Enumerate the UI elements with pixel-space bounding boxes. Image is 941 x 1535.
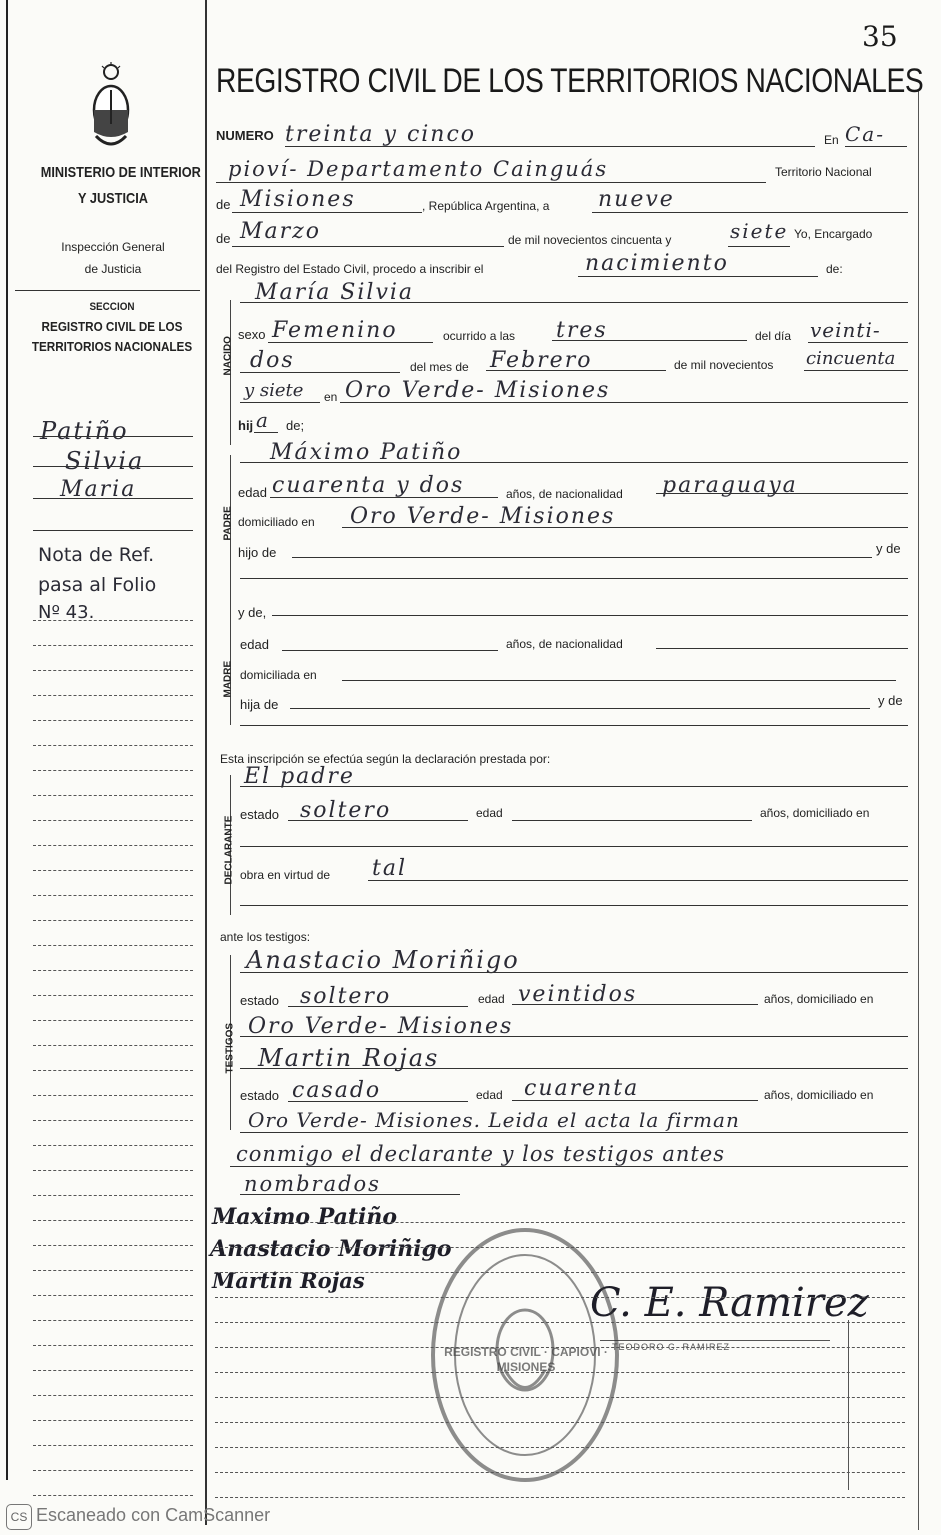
margin-ruled-line	[33, 1145, 193, 1146]
hij-suffix: a	[256, 408, 270, 432]
inspection-line-2: de Justicia	[84, 262, 142, 276]
body-ruled-line	[215, 1397, 905, 1398]
del-dia-label: del día	[755, 329, 792, 343]
body-ruled-line	[215, 1472, 905, 1473]
margin-ruled-line	[33, 1070, 193, 1071]
del-mes-label: del mes de	[410, 360, 469, 374]
republica-label: , República Argentina, a	[422, 199, 550, 213]
madre-side-label: MADRE	[222, 660, 234, 698]
nombre-nacido: María Silvia	[255, 280, 415, 305]
section-line-2: REGISTRO CIVIL DE LOS	[41, 319, 183, 334]
numero-label: NUMERO	[216, 128, 274, 143]
padre-side-label: PADRE	[222, 506, 234, 541]
t1-edad-label: edad	[478, 992, 505, 1006]
body-ruled-line	[215, 1422, 905, 1423]
anio-value-2: y siete	[244, 380, 304, 401]
margin-ruled-line	[33, 820, 193, 821]
margin-ruled-line	[33, 1020, 193, 1021]
domiciliado-label: domiciliado en	[238, 515, 315, 529]
section-line-3: TERRITORIOS NACIONALES	[31, 339, 193, 354]
mes-value: Febrero	[490, 348, 593, 373]
dia-inscripcion: nueve	[598, 187, 675, 212]
sexo-value: Femenino	[272, 318, 398, 343]
margin-ruled-line	[33, 1270, 193, 1271]
de-colon-label: de:	[826, 262, 843, 276]
margin-ruled-line	[33, 1370, 193, 1371]
en-label: En	[824, 133, 839, 147]
y-de-label-3: y de	[878, 693, 903, 708]
territorio-label: Territorio Nacional	[775, 165, 872, 179]
numero-value: treinta y cinco	[285, 122, 477, 147]
testigo-2-edad: cuarenta	[524, 1076, 640, 1101]
body-ruled-line	[215, 1272, 905, 1273]
margin-ruled-line	[33, 995, 193, 996]
margin-ruled-line	[33, 645, 193, 646]
margin-ruled-line	[33, 720, 193, 721]
stamp-text: REGISTRO CIVIL · CAPIOVI · MISIONES	[444, 1345, 608, 1374]
anos-dom-label: años, domiciliado en	[760, 806, 870, 820]
en-label-2: en	[324, 390, 338, 404]
margin-name-2: Silvia	[65, 447, 145, 475]
testigo-1-estado: soltero	[300, 984, 392, 1009]
margin-note-3: Nº 43.	[38, 602, 95, 623]
anio-inscripcion: siete	[730, 219, 789, 243]
ante-testigos-label: ante los testigos:	[220, 930, 311, 944]
page-title: REGISTRO CIVIL DE LOS TERRITORIOS NACIONALES	[216, 62, 924, 100]
body-ruled-line	[215, 1322, 905, 1323]
body-ruled-line	[215, 1447, 905, 1448]
cierre-linea-1: conmigo el declarante y los testigos antes	[236, 1142, 726, 1166]
dia-value-2: dos	[250, 348, 295, 373]
signature-maximo: Maximo Patiño	[212, 1204, 398, 1230]
section-line-1: SECCION	[89, 301, 135, 313]
margin-ruled-line	[33, 795, 193, 796]
t2-estado-label: estado	[240, 1088, 280, 1103]
cierre-linea-2: nombrados	[244, 1172, 381, 1196]
ministry-line-2: Y JUSTICIA	[78, 190, 148, 207]
nacionalidad-label: años, de nacionalidad	[506, 487, 623, 501]
de-mil-2-label: de mil novecientos	[674, 358, 774, 372]
margin-note-2: pasa al Folio	[38, 574, 157, 596]
margin-ruled-line	[33, 870, 193, 871]
margin-ruled-line	[33, 1345, 193, 1346]
margin-ruled-line	[33, 1470, 193, 1471]
t2-anos-dom-label: años, domiciliado en	[764, 1088, 874, 1102]
margin-ruled-line	[33, 1295, 193, 1296]
margin-ruled-line	[33, 1045, 193, 1046]
body-ruled-line	[215, 1222, 905, 1223]
hij-label: hij	[238, 418, 254, 433]
testigo-2-nombre: Martin Rojas	[258, 1044, 440, 1072]
domiciliada-label: domiciliada en	[240, 668, 317, 682]
margin-ruled-line	[33, 1420, 193, 1421]
margin-ruled-line	[33, 1445, 193, 1446]
margin-ruled-line	[33, 1220, 193, 1221]
testigo-2-estado: casado	[292, 1078, 382, 1103]
signature-martin: Martin Rojas	[212, 1268, 365, 1293]
body-ruled-line	[215, 1297, 905, 1298]
margin-ruled-line	[33, 895, 193, 896]
coat-of-arms-icon	[88, 62, 134, 150]
madre-edad-label: edad	[240, 637, 269, 652]
body-ruled-line	[215, 1497, 905, 1498]
padre-edad: cuarenta y dos	[272, 473, 465, 498]
lugar-nacimiento: Oro Verde- Misiones	[345, 378, 611, 403]
dia-value-1: veinti-	[810, 318, 881, 342]
obra-value: tal	[372, 856, 407, 881]
mes-inscripcion: Marzo	[240, 219, 321, 244]
margin-ruled-line	[33, 1495, 193, 1496]
en-value: Ca-	[845, 122, 885, 146]
margin-ruled-line	[33, 1245, 193, 1246]
ocurrido-label: ocurrido a las	[443, 329, 516, 343]
margin-ruled-line	[33, 670, 193, 671]
lugar-value: pioví- Departamento Cainguás	[228, 157, 609, 181]
acto-value: nacimiento	[585, 251, 729, 276]
margin-note-1: Nota de Ref.	[38, 544, 155, 566]
hora-value: tres	[556, 318, 608, 343]
declarante-estado: soltero	[300, 798, 392, 823]
margin-ruled-line	[33, 745, 193, 746]
camscanner-badge: CS	[6, 1504, 32, 1530]
madre-nacionalidad-label: años, de nacionalidad	[506, 637, 623, 651]
de-semicolon-label: de;	[286, 418, 305, 433]
padre-nombre: Máximo Patiño	[270, 440, 463, 465]
testigo-1-domicilio: Oro Verde- Misiones	[248, 1014, 514, 1039]
margin-ruled-line	[33, 1120, 193, 1121]
margin-ruled-line	[33, 845, 193, 846]
margin-ruled-line	[33, 920, 193, 921]
margin-ruled-line	[33, 1395, 193, 1396]
margin-ruled-line	[33, 620, 193, 621]
t1-anos-dom-label: años, domiciliado en	[764, 992, 874, 1006]
padre-nacionalidad: paraguaya	[662, 473, 798, 498]
testigo-1-nombre: Anastacio Moriñigo	[246, 946, 520, 974]
nacido-side-label: NACIDO	[222, 336, 234, 376]
territorio-value: Misiones	[240, 187, 356, 212]
officer-name: TEODORO C. RAMIREZ	[612, 1342, 731, 1352]
de-label-2: de	[216, 231, 231, 246]
testigo-2-domicilio: Oro Verde- Misiones. Leida el acta la firman	[248, 1108, 740, 1132]
margin-name-3: Maria	[60, 477, 137, 502]
sexo-label: sexo	[238, 327, 266, 342]
margin-ruled-line	[33, 695, 193, 696]
testigos-side-label: TESTIGOS	[224, 1022, 236, 1074]
del-registro-label: del Registro del Estado Civil, procedo a inscribir el	[216, 262, 484, 276]
de-label: de	[216, 197, 231, 212]
camscanner-text: Escaneado con CamScanner	[36, 1505, 271, 1525]
inspection-line-1: Inspección General	[61, 240, 165, 254]
declaracion-label: Esta inscripción se efectúa según la declaración prestada por:	[220, 752, 551, 766]
margin-ruled-line	[33, 1095, 193, 1096]
margin-ruled-line	[33, 945, 193, 946]
margin-name-1: Patiño	[40, 417, 129, 445]
edad-label: edad	[238, 485, 267, 500]
testigo-1-edad: veintidos	[518, 982, 638, 1007]
margin-ruled-line	[33, 1170, 193, 1171]
padre-domicilio: Oro Verde- Misiones	[350, 504, 616, 529]
y-de-label: y de	[876, 541, 901, 556]
t1-estado-label: estado	[240, 993, 280, 1008]
t2-edad-label: edad	[476, 1088, 503, 1102]
de-mil-label: de mil novecientos cincuenta y	[508, 233, 672, 247]
margin-ruled-line	[33, 1195, 193, 1196]
declarante-side-label: DECLARANTE	[223, 815, 235, 885]
y-de-label-2: y de,	[238, 605, 267, 620]
page-number: 35	[862, 20, 898, 53]
margin-ruled-line	[33, 1320, 193, 1321]
margin-ruled-line	[33, 970, 193, 971]
body-ruled-line	[215, 1372, 905, 1373]
anio-value-1: cincuenta	[806, 348, 896, 369]
declarante-value: El padre	[244, 764, 355, 789]
margin-ruled-line	[33, 770, 193, 771]
estado-label: estado	[240, 807, 280, 822]
body-ruled-line	[215, 1247, 905, 1248]
obra-label: obra en virtud de	[240, 868, 331, 882]
body-ruled-line	[215, 1347, 905, 1348]
encargado-label: Yo, Encargado	[794, 227, 873, 241]
signature-officer: C. E. Ramirez	[590, 1280, 869, 1326]
ministry-line-1: MINISTERIO DE INTERIOR	[40, 164, 201, 181]
hija-de-label: hija de	[240, 697, 279, 712]
hijo-de-label: hijo de	[238, 545, 277, 560]
edad-label-2: edad	[476, 806, 503, 820]
signature-anastacio: Anastacio Moriñigo	[210, 1236, 452, 1262]
